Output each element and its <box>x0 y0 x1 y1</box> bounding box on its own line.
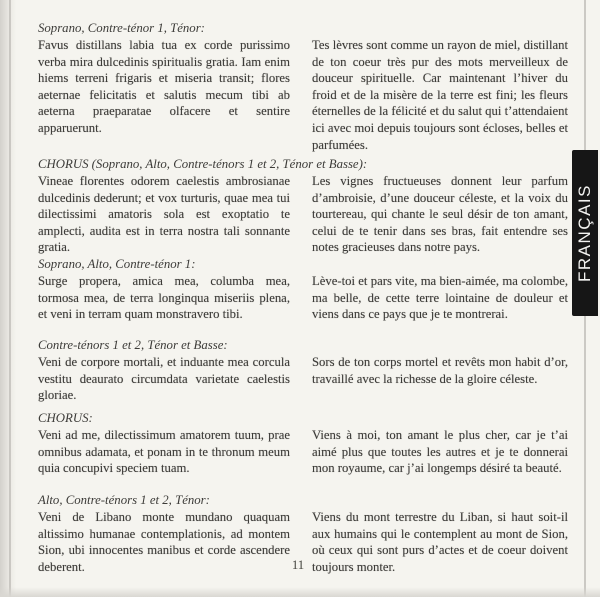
latin-text: Favus distillans labia tua ex corde purissimo verba mira dulcedinis spiritualis gratia. Iam enim hiems terreni frigaris et miseria transit; flores aeternae felicitatis et salutis mecum tibi ab aeterna praeparatae olfacere et sentire apparuerunt. <box>38 38 290 136</box>
scan-bottom-edge-shadow <box>0 587 600 597</box>
scan-left-edge-shadow <box>0 0 16 597</box>
french-text: Viens à moi, ton amant le plus cher, car je t’ai aimé plus que toutes les autres et je te donnerai mon royaume, car j’ai longemps désiré ta beauté. <box>312 428 568 476</box>
section-contretenors-tenor-basse <box>38 337 568 404</box>
text-columns <box>38 37 568 153</box>
column-gap <box>290 173 312 256</box>
text-columns <box>38 427 568 477</box>
section-chorus <box>38 410 568 477</box>
french-text: Viens du mont terrestre du Liban, si haut soit-il aux humains qui le contemplent au mont de Sion, où ceux qui sont purs d’actes et de coeur doivent toujours monter. <box>312 510 568 574</box>
column-gap <box>290 37 312 153</box>
french-text: Les vignes fructueuses donnent leur parfum d’ambroisie, d’une douceur céleste, et la voix du tourtereau, qui chante le seul désir de ton amant, celui de te tenir dans ses bras, fait entendre ses notes gracieuses dans notre pays. <box>312 174 568 255</box>
section-soprano-contretenor1-tenor <box>38 20 568 153</box>
page-number: 11 <box>291 558 305 572</box>
column-gap <box>290 427 312 477</box>
latin-text: Veni ad me, dilectissimum amatorem tuum, prae omnibus adamata, et ponam in te thronum meum quia concupivi speciem tuam. <box>38 428 290 476</box>
section-soprano-alto-contretenor1 <box>38 256 568 323</box>
french-text: Lève-toi et pars vite, ma bien-aimée, ma colombe, ma belle, de cette terre lointaine de douleur et viens dans ce pays que je te montrerai. <box>312 274 568 322</box>
voice-header: Soprano, Alto, Contre-ténor 1: <box>38 257 196 271</box>
french-text: Sors de ton corps mortel et revêts mon habit d’or, travaillé avec la richesse de la gloire céleste. <box>312 355 568 386</box>
voice-header: CHORUS (Soprano, Alto, Contre-ténors 1 et 2, Ténor et Basse): <box>38 157 368 171</box>
french-text: Tes lèvres sont comme un rayon de miel, distillant de ton coeur très pur des mots merveilleux de douceur spirituelle. Car maintenant l’hiver du froid et de la misère de la terre est fini; les fleurs éternelles de la félicité et du salut qui t’attendaient ici avec moi depuis toujours sont écloses, belles et parfumées. <box>312 38 568 152</box>
latin-text: Vineae florentes odorem caelestis ambrosianae dulcedinis dederunt; et vox turturis, quae mea tui dilectissimi amatoris sola est exoptatio te amplecti, audita est in terra nostra tali sonnante gratia. <box>38 174 290 255</box>
section-chorus-tutti <box>38 156 568 256</box>
language-tab-label: FRANÇAIS <box>575 184 594 282</box>
column-gap <box>290 273 312 323</box>
voice-header: Contre-ténors 1 et 2, Ténor et Basse: <box>38 338 228 352</box>
voice-header: Soprano, Contre-ténor 1, Ténor: <box>38 21 205 35</box>
text-columns <box>38 273 568 323</box>
text-columns <box>38 354 568 404</box>
scan-left-edge-line <box>9 0 11 597</box>
voice-header: Alto, Contre-ténors 1 et 2, Ténor: <box>38 493 210 507</box>
text-columns <box>38 173 568 256</box>
latin-text: Veni de corpore mortali, et induante mea corcula vestitu deaurato circumdata varietate caelestis gloriae. <box>38 355 290 403</box>
language-tab-francais <box>572 150 598 316</box>
latin-text: Surge propera, amica mea, columba mea, tormosa mea, de terra longinqua miseriis plena, et veni in terram quam monstravero tibi. <box>38 274 290 322</box>
latin-text: Veni de Libano monte mundano quaquam altissimo humanae contemplationis, ad montem Sion, ubi innocentes manibus et corde ascendere deberent. <box>38 510 290 574</box>
voice-header: CHORUS: <box>38 411 93 425</box>
column-gap <box>290 354 312 404</box>
